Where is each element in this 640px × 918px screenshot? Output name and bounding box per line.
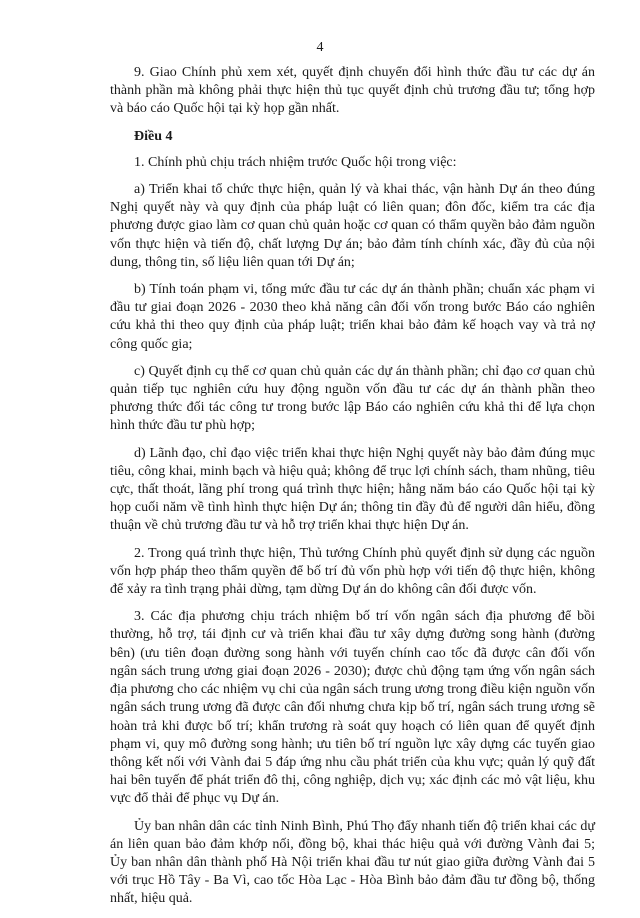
paragraph-point-b: b) Tính toán phạm vi, tổng mức đầu tư các dự án thành phần; chuẩn xác phạm vi đầu tư giai đoạn 2026 - 2030 theo khả năng cân đối vốn trong bước Báo cáo nghiên cứu khả thi theo quy định của pháp luật; triển khai bảo đảm kế hoạch vay và trả nợ công quốc gia; (110, 282, 595, 352)
page-number: 4 (316, 40, 324, 55)
paragraph-clause-1: 1. Chính phủ chịu trách nhiệm trước Quốc hội trong việc: (134, 154, 457, 170)
paragraph-item-9: 9. Giao Chính phủ xem xét, quyết định chuyển đổi hình thức đầu tư các dự án thành phần mà không phải thực hiện thủ tục quyết định chủ trương đầu tư; tổng hợp và báo cáo Quốc hội tại kỳ họp gần nhất. (110, 65, 595, 117)
paragraph-point-a: a) Triển khai tổ chức thực hiện, quản lý và khai thác, vận hành Dự án theo đúng Nghị quyết này và quy định của pháp luật có liên quan; đôn đốc, kiểm tra các địa phương được giao làm cơ quan chủ quản hoặc cơ quan có thẩm quyền bảo đảm nguồn vốn thực hiện và tiến độ, chất lượng Dự án; bảo đảm tính chính xác, đầy đủ của nội dung, thông tin, số liệu liên quan tới Dự án; (110, 182, 595, 270)
article-heading: Điều 4 (134, 128, 173, 144)
paragraph-clause-2: 2. Trong quá trình thực hiện, Thủ tướng Chính phủ quyết định sử dụng các nguồn vốn hợp pháp theo thẩm quyền để bố trí đủ vốn phù hợp với tiến độ thực hiện, không để xảy ra tình trạng phải dừng, tạm dừng Dự án do không cân đối được vốn. (110, 545, 595, 598)
document-body (110, 64, 595, 918)
paragraph-provinces: Ủy ban nhân dân các tỉnh Ninh Bình, Phú Thọ đẩy nhanh tiến độ triển khai các dự án liên quan bảo đảm khớp nối, đồng bộ, khai thác hiệu quả với đường Vành đai 5; Ủy ban nhân dân thành phố Hà Nội triển khai đầu tư nút giao giữa đường Vành đai 5 với trục Hồ Tây - Ba Vì, cao tốc Hòa Lạc - Hòa Bình bảo đảm đầu tư đồng bộ, thống nhất, hiệu quả. (110, 818, 595, 907)
paragraph-clause-3: 3. Các địa phương chịu trách nhiệm bố trí vốn ngân sách địa phương để bồi thường, hỗ trợ, tái định cư và triển khai đầu tư xây dựng đường song hành (đường bên) (ưu tiên đoạn đường song hành với tuyến chính cao tốc đã được cân đối vốn ngân sách trung ương giai đoạn 2026 - 2030); được chủ động tạm ứng vốn ngân sách địa phương cho các nhiệm vụ chi của ngân sách trung ương trong điều kiện nguồn vốn ngân sách trung ương đã được cân đối nhưng chưa kịp bố trí, ngân sách trung ương sẽ hoàn trả khi được bố trí; khẩn trương rà soát quy hoạch có liên quan để quyết định phạm vi, quy mô đường song hành; ưu tiên bố trí nguồn lực xây dựng các tuyến giao thông kết nối với Vành đai 5 đáp ứng nhu cầu phát triển của khu vực; quản lý quỹ đất hai bên tuyến để phát triển đô thị, công nghiệp, dịch vụ; xác định các mỏ vật liệu, khu vực đổ thải để phục vụ Dự án. (110, 609, 595, 807)
paragraph-point-c: c) Quyết định cụ thể cơ quan chủ quản các dự án thành phần; chỉ đạo cơ quan chủ quản tiếp tục nghiên cứu huy động nguồn vốn đầu tư các dự án thành phần theo phương thức đối tác công tư trong bước lập Báo cáo nghiên cứu khả thi để lựa chọn hình thức đầu tư phù hợp; (110, 363, 595, 434)
paragraph-point-d: d) Lãnh đạo, chỉ đạo việc triển khai thực hiện Nghị quyết này bảo đảm đúng mục tiêu, công khai, minh bạch và hiệu quả; không để trục lợi chính sách, tham nhũng, tiêu cực, thất thoát, lãng phí trong quá trình thực hiện; hằng năm báo cáo Quốc hội tại kỳ họp cuối năm về tình hình thực hiện Dự án; thông tin đầy đủ để người dân hiểu, đồng thuận về chủ trương đầu tư và hỗ trợ triển khai thực hiện Dự án. (110, 445, 595, 534)
